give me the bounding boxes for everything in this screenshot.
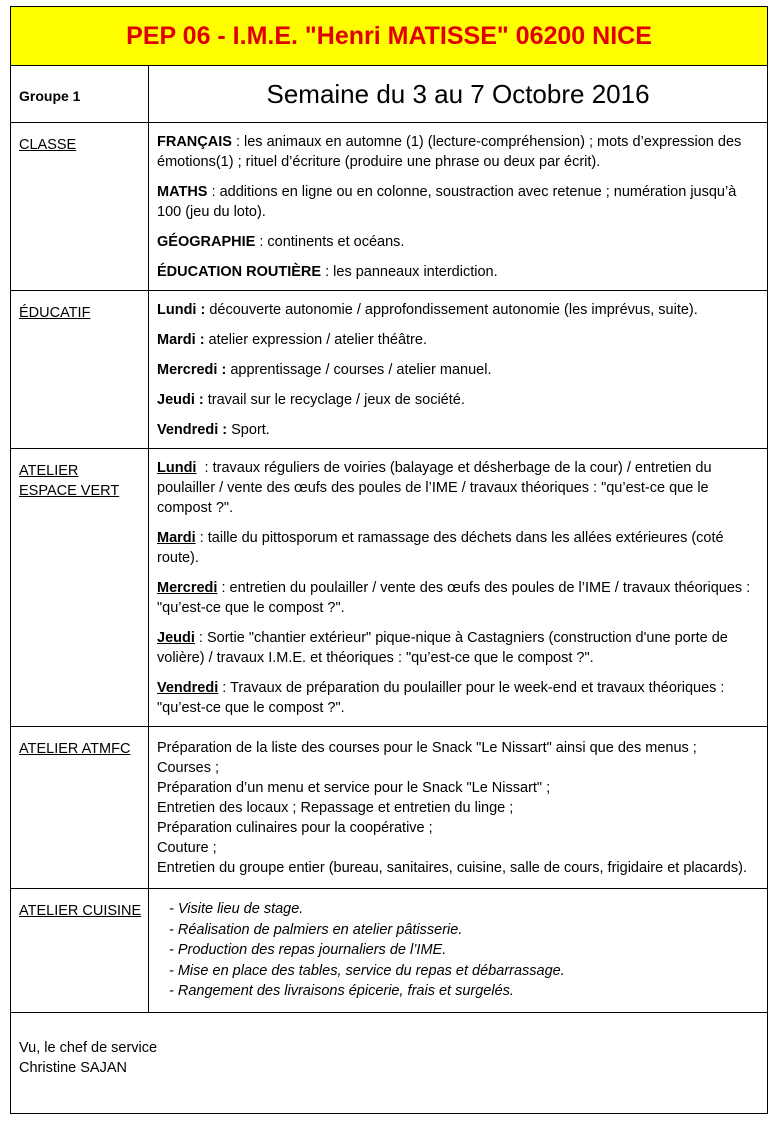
classe-item: GÉOGRAPHIE : continents et océans. [157, 234, 405, 250]
subject-label: ÉDUCATION ROUTIÈRE [157, 264, 322, 280]
educatif-label-cell [11, 291, 149, 449]
day-label: Jeudi [157, 630, 195, 646]
day-label: Lundi [157, 460, 197, 476]
day-label: Mercredi : [157, 362, 227, 378]
section-label-educatif: ÉDUCATIF [19, 305, 91, 321]
day-text: atelier expression / atelier théâtre. [204, 332, 427, 348]
cuisine-line: - Production des repas journaliers de l’IME. [169, 942, 447, 958]
educatif-item [157, 330, 757, 350]
day-text: : entretien du poulailler / vente des œufs des poules de l’IME / travaux théoriques : "qu’est-ce que le compost ?". [157, 580, 751, 616]
schedule-table [10, 6, 768, 1114]
atmfc-line: Préparation culinaires pour la coopérative ; [157, 820, 433, 836]
footer-cell [11, 1012, 768, 1113]
day-label: Mardi : [157, 332, 205, 348]
week-cell [149, 66, 768, 123]
atmfc-content-cell [149, 727, 768, 889]
atmfc-line: Couture ; [157, 840, 217, 856]
atmfc-line: Entretien des locaux ; Repassage et entretien du linge ; [157, 800, 514, 816]
classe-item: ÉDUCATION ROUTIÈRE : les panneaux interdiction. [157, 264, 498, 280]
classe-row [11, 123, 768, 291]
day-text: : taille du pittosporum et ramassage des déchets dans les allées extérieures (coté route). [157, 530, 724, 566]
day-text: travail sur le recyclage / jeux de société. [203, 392, 465, 408]
day-label: Mardi [157, 530, 196, 546]
day-text: : Sortie "chantier extérieur" pique-nique à Castagniers (construction d'une porte de volière) / travaux I.M.E. et théoriques : "qu’est-ce que le compost ?". [157, 630, 728, 666]
subject-text: additions en ligne ou en colonne, soustraction avec retenue ; numération jusqu’à 100 (jeu du loto). [157, 184, 737, 220]
title-row [11, 7, 768, 66]
espace-vert-item [157, 458, 757, 518]
signature-title: Vu, le chef de service [19, 1039, 158, 1056]
educatif-item [157, 300, 757, 320]
cuisine-row [11, 889, 768, 1013]
cuisine-label-cell [11, 889, 149, 1013]
cuisine-line: - Visite lieu de stage. [169, 901, 304, 917]
subject-text: les panneaux interdiction. [333, 264, 498, 280]
group-label: Groupe 1 [19, 88, 81, 104]
cuisine-line: - Réalisation de palmiers en atelier pâtisserie. [169, 921, 463, 938]
cuisine-content-cell [149, 889, 768, 1013]
footer-row [11, 1012, 768, 1113]
subject-label: FRANÇAIS [157, 134, 232, 150]
educatif-item [157, 360, 757, 380]
atmfc-line: Préparation de la liste des courses pour le Snack "Le Nissart" ainsi que des menus ; [157, 740, 697, 756]
espace-vert-row [11, 449, 768, 727]
day-label: Lundi : [157, 302, 206, 318]
atmfc-line: Courses ; [157, 760, 220, 776]
day-text: : Travaux de préparation du poulailler pour le week-end et travaux théoriques : "qu’est-ce que le compost ?". [157, 680, 725, 716]
page-title: PEP 06 - I.M.E. "Henri MATISSE" 06200 NICE [126, 22, 652, 50]
espace-vert-label-cell [11, 449, 149, 727]
week-heading: Semaine du 3 au 7 Octobre 2016 [266, 78, 650, 109]
day-text: Sport. [227, 422, 270, 438]
day-label: Jeudi : [157, 392, 204, 408]
day-text: découverte autonomie / approfondissement autonomie (les imprévus, suite). [205, 302, 698, 318]
week-row [11, 66, 768, 123]
espace-vert-item [157, 628, 757, 668]
subject-label: MATHS [157, 184, 208, 200]
espace-vert-content-cell [149, 449, 768, 727]
cuisine-line: - Mise en place des tables, service du repas et débarrassage. [169, 962, 565, 979]
classe-item: MATHS : additions en ligne ou en colonne, soustraction avec retenue ; numération jusqu’à 100 (jeu du loto). [157, 184, 737, 220]
day-label: Vendredi : [157, 422, 228, 438]
espace-vert-item [157, 678, 757, 718]
atmfc-label-cell [11, 727, 149, 889]
cuisine-line: - Rangement des livraisons épicerie, frais et surgelés. [169, 983, 514, 999]
group-cell [11, 66, 149, 123]
classe-label-cell [11, 123, 149, 291]
section-label-cuisine: ATELIER CUISINE [19, 903, 142, 919]
subject-text: continents et océans. [267, 234, 405, 250]
section-label-classe: CLASSE [19, 137, 77, 153]
signature-name: Christine SAJAN [19, 1059, 127, 1076]
atmfc-line: Préparation d’un menu et service pour le Snack "Le Nissart" ; [157, 780, 551, 796]
classe-item: FRANÇAIS : les animaux en automne (1) (lecture-compréhension) ; mots d’expression des émotions(1) ; rituel d’écriture (produire une phrase ou deux par écrit). [157, 134, 742, 170]
atmfc-row [11, 727, 768, 889]
classe-content-cell [149, 123, 768, 291]
subject-text: les animaux en automne (1) (lecture-compréhension) ; mots d’expression des émotions(1) ; rituel d’écriture (produire une phrase ou deux par écrit). [157, 134, 742, 170]
educatif-item [157, 390, 757, 410]
educatif-content-cell [149, 291, 768, 449]
section-label-espace-vert: ATELIER ESPACE VERT [19, 463, 120, 499]
day-label: Vendredi [157, 680, 219, 696]
day-text: apprentissage / courses / atelier manuel. [226, 362, 492, 378]
title-cell [11, 7, 768, 66]
day-text: : travaux réguliers de voiries (balayage et désherbage de la cour) / entretien du poulailler / vente des œufs des poules de l’IME / travaux théoriques : "qu’est-ce que le compost ?". [157, 460, 712, 516]
subject-label: GÉOGRAPHIE [157, 234, 256, 250]
schedule-document [10, 6, 767, 1114]
educatif-item [157, 420, 757, 440]
espace-vert-item [157, 578, 757, 618]
atmfc-line: Entretien du groupe entier (bureau, sanitaires, cuisine, salle de cours, frigidaire et placards). [157, 860, 747, 876]
espace-vert-item [157, 528, 757, 568]
educatif-row [11, 291, 768, 449]
day-label: Mercredi [157, 580, 218, 596]
section-label-atmfc: ATELIER ATMFC [19, 741, 131, 757]
